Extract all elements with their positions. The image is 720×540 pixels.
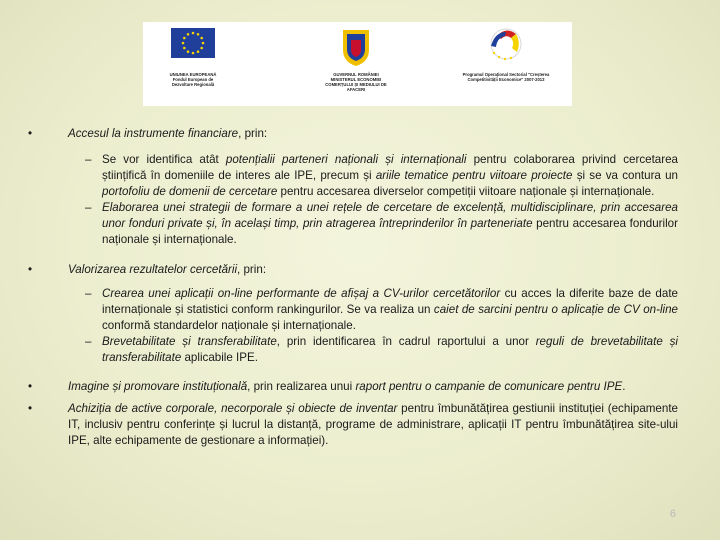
sub-item-strategy (68, 200, 678, 248)
text-part: , prin identificarea în cadrul raportului a unor (276, 335, 536, 348)
bullet-asset-acquisition (28, 401, 678, 449)
bullet-title: Valorizarea rezultatelor cercetării (68, 263, 238, 276)
romania-coat-of-arms-logo (321, 22, 391, 106)
dash-marker: – (85, 201, 92, 214)
bullet-title: Accesul la instrumente financiare (68, 127, 239, 140)
bullet-suffix: , prin: (238, 127, 268, 140)
text-part-italic: raport pentru o campanie de comunicare pentru IPE (355, 380, 623, 393)
pos-cce-logo (461, 22, 551, 106)
bullet-valorization (28, 262, 678, 278)
dash-marker: – (85, 153, 92, 166)
dash-marker: – (85, 287, 92, 300)
text-part-italic: Elaborarea unei strategii de formare a unei rețele de cercetare de excelență, multidisciplinare, prin accesarea unor fonduri private și, în același timp, prin atragerea întreprinderilor în parteneriate (102, 201, 678, 230)
eu-flag-icon (163, 22, 223, 70)
page-number: 6 (669, 508, 676, 520)
text-part-italic: potențialii parteneri naționali și internaționali (225, 153, 467, 166)
text-part: , prin realizarea unui (247, 380, 356, 393)
bullet-marker: • (28, 402, 33, 415)
sub-item-cv-app (68, 286, 678, 334)
logo-banner (143, 22, 572, 106)
bullet-image-promotion (28, 379, 678, 395)
bullet-financial-instruments (28, 126, 678, 142)
eu-logo-text: UNIUNEA EUROPEANĂ Fondul European de Dezvoltare Regională (169, 72, 217, 87)
bullet-suffix: , prin: (237, 263, 267, 276)
bullet-marker: • (28, 380, 33, 393)
ro-logo-text: GUVERNUL ROMÂNIEI MINISTERUL ECONOMIEI COMERȚULUI ȘI MEDIULUI DE AFACERI (325, 72, 387, 92)
bullet-title: Imagine și promovare instituțională (68, 380, 248, 393)
coat-of-arms-icon (321, 22, 391, 70)
bullet-marker: • (28, 263, 33, 276)
text-part-italic: Crearea unei aplicații on-line performante de afișaj a CV-urilor cercetătorilor (102, 287, 501, 300)
text-part-italic: ariile tematice pentru viitoare proiecte (375, 169, 573, 182)
text-part: pentru accesarea fondurilor naționale și internaționale. (102, 217, 678, 246)
sub-list-financial (68, 152, 678, 248)
sub-list-valorization (68, 286, 678, 366)
text-part: . (622, 380, 626, 393)
dash-marker: – (85, 335, 92, 348)
pos-logo-text: Programul Operațional Sectorial "Creșterea Competitivității Economice" 2007-2013 (462, 72, 550, 82)
text-part: pentru colaborarea privind cercetarea științifică în domeniile de interes ale IPE, precum și (102, 153, 678, 182)
eu-flag-logo (163, 22, 223, 106)
sub-item-partners (68, 152, 678, 200)
sub-item-patentability (68, 334, 678, 366)
pos-cce-icon (461, 22, 551, 70)
text-part-italic: portofoliu de domenii de cercetare (102, 185, 278, 198)
text-part: pentru accesarea diverselor competiții viitoare naționale și internaționale. (277, 185, 655, 198)
bullet-marker: • (28, 127, 33, 140)
slide-content (28, 126, 678, 449)
text-part-italic: caiet de sarcini pentru o aplicație de CV on-line (433, 303, 678, 316)
text-part: și se va contura un (572, 169, 678, 182)
text-part: cu acces la diferite baze de date internaționale și statistici conform rankingurilor. Se va realiza un (102, 287, 678, 316)
text-part: Se vor identifica atât (102, 153, 226, 166)
text-part: conformă standardelor naționale și internaționale. (102, 319, 356, 332)
text-part-italic: reguli de brevetabilitate și transferabilitate (102, 335, 678, 364)
bullet-title: Achiziția de active corporale, necorporale și obiecte de inventar (68, 402, 398, 415)
text-part: aplicabile IPE. (181, 351, 258, 364)
text-part: pentru îmbunătățirea gestiunii instituției (echipamente IT, inclusiv pentru conferințe și lucrul la distanță, programe de administrare, aplicații IT pentru îmbunătățirea site-ului IPE, alte echipamente de gestionare a informației). (68, 402, 678, 447)
text-part-italic: Brevetabilitate și transferabilitate (102, 335, 277, 348)
